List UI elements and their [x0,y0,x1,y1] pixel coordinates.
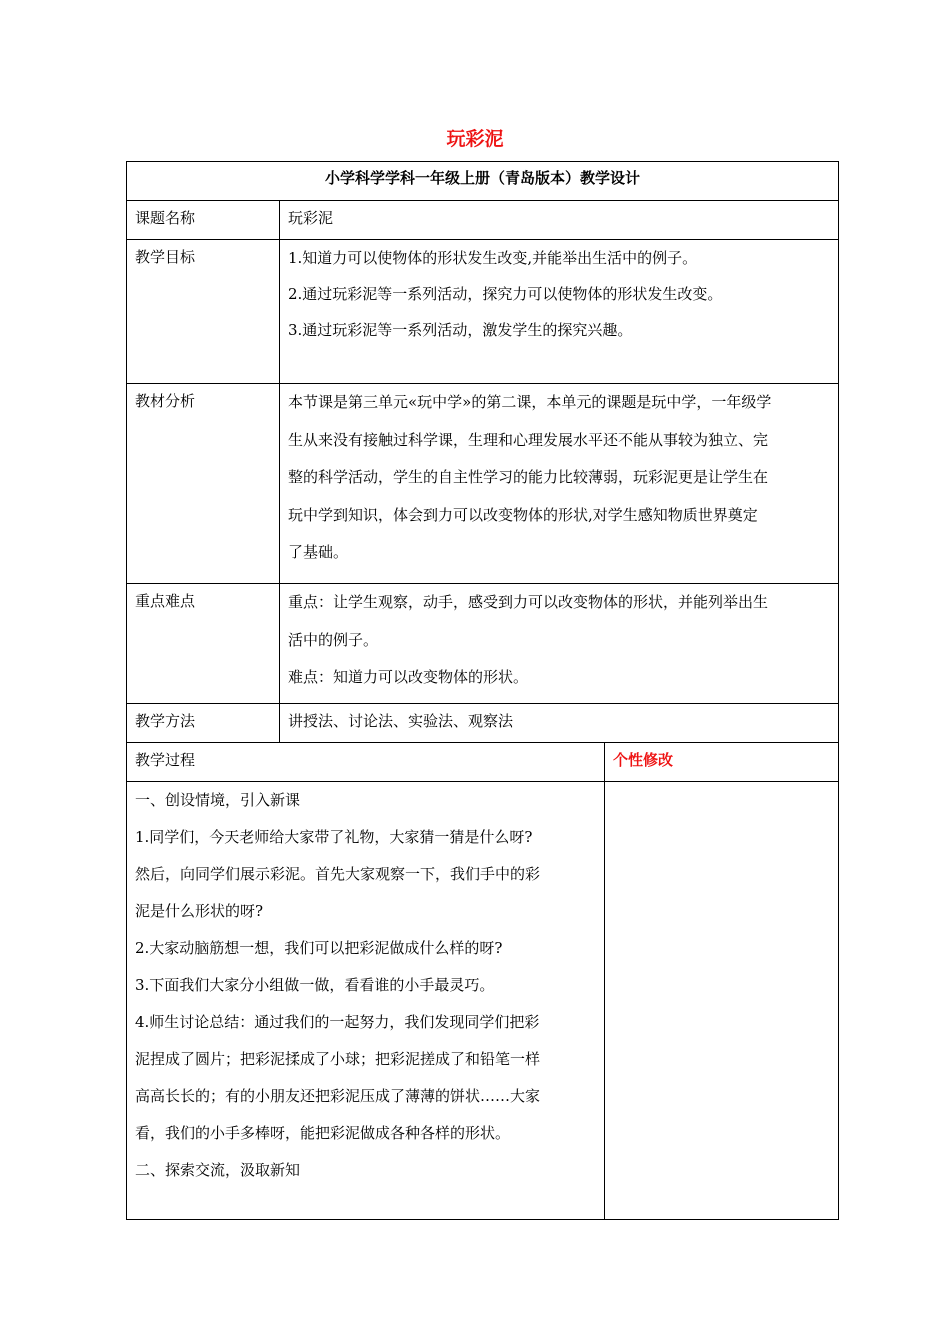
process-label: 教学过程 [127,743,605,782]
process-line: 然后，向同学们展示彩泥。首先大家观察一下，我们手中的彩 [135,865,541,883]
analysis-content [280,384,839,584]
analysis-line: 整的科学活动，学生的自主性学习的能力比较薄弱，玩彩泥更是让学生在 [288,468,769,486]
process-line: 二、探索交流，汲取新知 [135,1161,301,1179]
goals-label: 教学目标 [127,240,280,384]
keypoints-content [280,584,839,704]
analysis-line: 本节课是第三单元«玩中学»的第二课，本单元的课题是玩中学，一年级学 [288,393,772,411]
process-line: 1.同学们，今天老师给大家带了礼物，大家猜一猜是什么呀? [135,828,533,846]
analysis-line: 了基础。 [288,543,349,561]
process-line: 泥捏成了圆片；把彩泥揉成了小球；把彩泥搓成了和铅笔一样 [135,1050,541,1068]
keypoints-label: 重点难点 [127,584,280,704]
keypoints-row [127,584,839,704]
goals-content [280,240,839,384]
goal-line: 2.通过玩彩泥等一系列活动，探究力可以使物体的形状发生改变。 [288,285,723,303]
process-line: 一、创设情境，引入新课 [135,791,301,809]
goal-line: 3.通过玩彩泥等一系列活动，激发学生的探究兴趣。 [288,321,633,339]
process-line: 高高长长的；有的小朋友还把彩泥压成了薄薄的饼状……大家 [135,1087,541,1105]
keypoint-line: 活中的例子。 [288,630,379,649]
lesson-plan-table [126,161,839,1220]
methods-value: 讲授法、讨论法、实验法、观察法 [280,704,839,743]
page-title: 玩彩泥 [446,128,504,150]
methods-label: 教学方法 [127,704,280,743]
analysis-line: 生从来没有接触过科学课，生理和心理发展水平还不能从事较为独立、完 [288,430,769,449]
topic-label: 课题名称 [127,201,280,240]
table-header: 小学科学学科一年级上册（青岛版本）教学设计 [127,162,839,201]
process-content [127,782,605,1220]
process-header-row [127,743,839,782]
topic-value: 玩彩泥 [280,201,839,240]
process-line: 看，我们的小手多棒呀，能把彩泥做成各种各样的形状。 [135,1124,511,1142]
analysis-line: 玩中学到知识，体会到力可以改变物体的形状,对学生感知物质世界奠定 [288,505,758,524]
process-line: 泥是什么形状的呀? [135,902,264,920]
process-line: 3.下面我们大家分小组做一做，看看谁的小手最灵巧。 [135,976,495,994]
goals-row [127,240,839,384]
analysis-label: 教材分析 [127,384,280,584]
header-row [127,162,839,201]
keypoint-line: 重点：让学生观察，动手，感受到力可以改变物体的形状，并能列举出生 [288,593,769,611]
analysis-row [127,384,839,584]
process-line: 4.师生讨论总结：通过我们的一起努力，我们发现同学们把彩 [135,1013,540,1031]
revision-label: 个性修改 [605,743,839,782]
revision-cell [605,782,839,1220]
topic-row [127,201,839,240]
goal-line: 1.知道力可以使物体的形状发生改变,并能举出生活中的例子。 [288,249,698,267]
keypoint-line: 难点：知道力可以改变物体的形状。 [288,668,529,686]
methods-row [127,704,839,743]
process-body-row [127,782,839,1220]
process-line: 2.大家动脑筋想一想，我们可以把彩泥做成什么样的呀? [135,939,503,957]
